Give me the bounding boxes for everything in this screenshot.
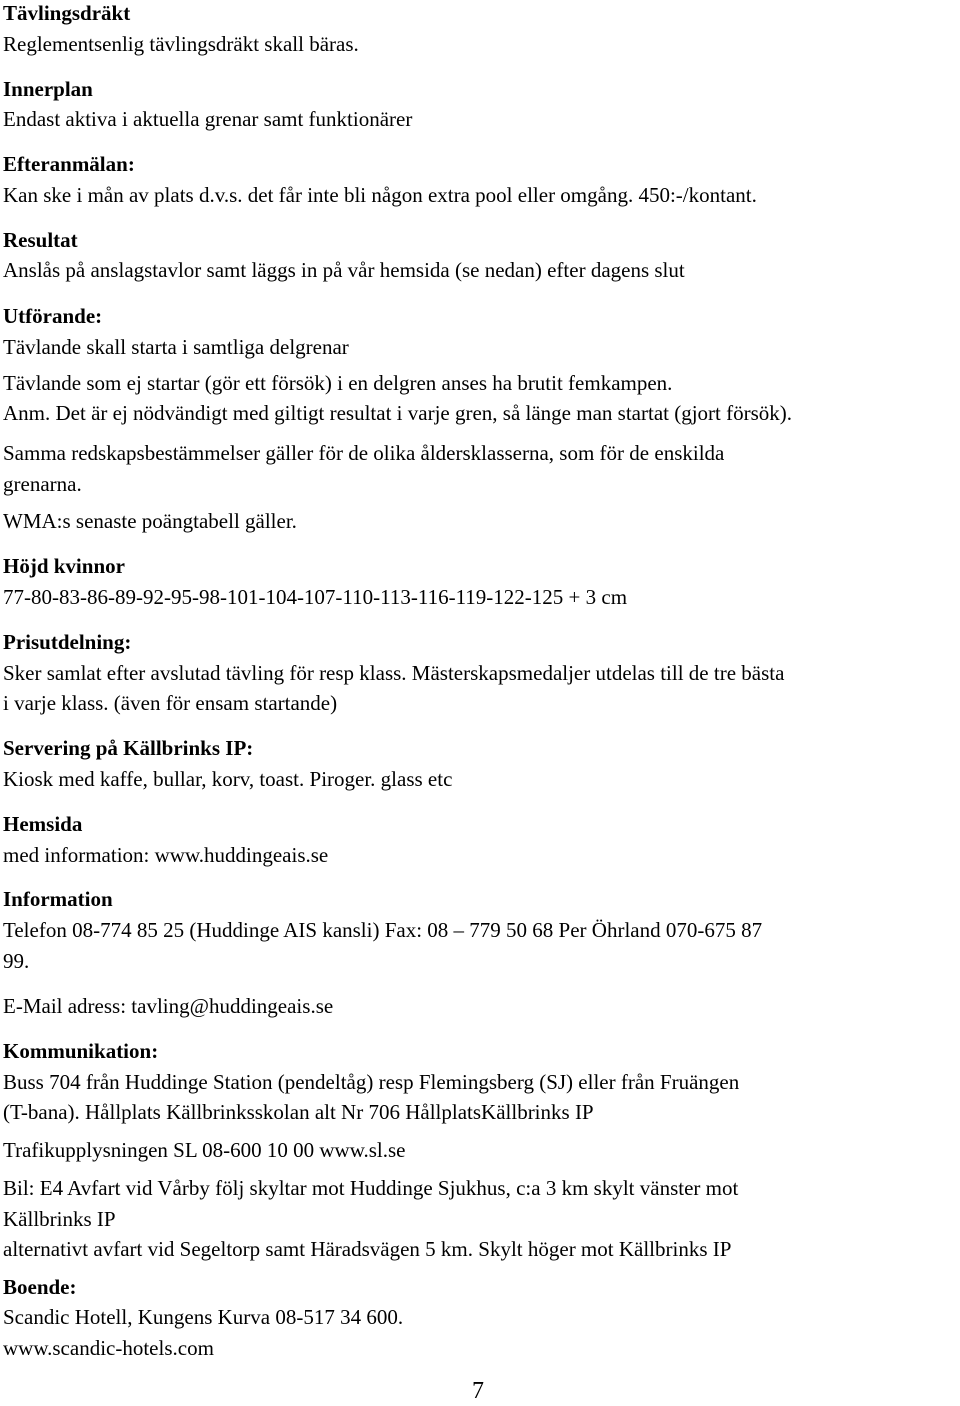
servering-text: Kiosk med kaffe, bullar, korv, toast. Piroger. glass etc	[3, 767, 453, 791]
kommunikation-line-1: Buss 704 från Huddinge Station (pendeltåg) resp Flemingsberg (SJ) eller från Fruängen	[3, 1070, 740, 1094]
hojd-kvinnor-heights: 77-80-83-86-89-92-95-98-101-104-107-110-113-116-119-122-125 + 3 cm	[3, 585, 628, 609]
utforande-line-4: Samma redskapsbestämmelser gäller för de olika åldersklasserna, som för de enskilda	[3, 441, 725, 465]
heading-servering: Servering på Källbrinks IP:	[3, 736, 254, 760]
utforande-line-6: WMA:s senaste poängtabell gäller.	[3, 509, 297, 533]
heading-boende: Boende:	[3, 1275, 77, 1299]
hemsida-text: med information: www.huddingeais.se	[3, 843, 329, 867]
kommunikation-line-6: alternativt avfart vid Segeltorp samt Häradsvägen 5 km. Skylt höger mot Källbrinks IP	[3, 1237, 732, 1261]
kommunikation-line-2: (T-bana). Hållplats Källbrinksskolan alt Nr 706 HållplatsKällbrinks IP	[3, 1100, 594, 1124]
heading-hojd-kvinnor: Höjd kvinnor	[3, 554, 125, 578]
heading-kommunikation: Kommunikation:	[3, 1039, 159, 1063]
innerplan-text: Endast aktiva i aktuella grenar samt funktionärer	[3, 107, 413, 131]
heading-utforande: Utförande:	[3, 304, 103, 328]
heading-prisutdelning: Prisutdelning:	[3, 630, 132, 654]
page-number: 7	[472, 1378, 484, 1404]
information-line-2: 99.	[3, 949, 30, 973]
heading-efteranmalan: Efteranmälan:	[3, 152, 135, 176]
heading-resultat: Resultat	[3, 228, 78, 252]
boende-line-2: www.scandic-hotels.com	[3, 1336, 214, 1360]
heading-innerplan: Innerplan	[3, 77, 93, 101]
prisutdelning-line-1: Sker samlat efter avslutad tävling för resp klass. Mästerskapsmedaljer utdelas till de tre bästa	[3, 661, 785, 685]
kommunikation-line-5: Källbrinks IP	[3, 1207, 116, 1231]
prisutdelning-line-2: i varje klass. (även för ensam startande)	[3, 691, 338, 715]
heading-tavlingsdrakt: Tävlingsdräkt	[3, 1, 131, 25]
heading-hemsida: Hemsida	[3, 812, 83, 836]
utforande-line-3: Anm. Det är ej nödvändigt med giltigt resultat i varje gren, så länge man startat (gjort försök).	[3, 401, 793, 425]
resultat-text: Anslås på anslagstavlor samt läggs in på vår hemsida (se nedan) efter dagens slut	[3, 258, 685, 282]
information-email: E-Mail adress: tavling@huddingeais.se	[3, 994, 334, 1018]
utforande-line-5: grenarna.	[3, 472, 82, 496]
utforande-line-2: Tävlande som ej startar (gör ett försök) i en delgren anses ha brutit femkampen.	[3, 371, 673, 395]
information-line-1: Telefon 08-774 85 25 (Huddinge AIS kansli) Fax: 08 – 779 50 68 Per Öhrland 070-675 87	[3, 918, 763, 942]
kommunikation-line-4: Bil: E4 Avfart vid Vårby följ skyltar mot Huddinge Sjukhus, c:a 3 km skylt vänster mot	[3, 1176, 739, 1200]
tavlingsdrakt-text: Reglementsenlig tävlingsdräkt skall bäras.	[3, 32, 359, 56]
kommunikation-line-3: Trafikupplysningen SL 08-600 10 00 www.sl.se	[3, 1138, 406, 1162]
utforande-line-1: Tävlande skall starta i samtliga delgrenar	[3, 335, 349, 359]
heading-information: Information	[3, 887, 113, 911]
efteranmalan-text: Kan ske i mån av plats d.v.s. det får inte bli någon extra pool eller omgång. 450:-/kontant.	[3, 183, 757, 207]
boende-line-1: Scandic Hotell, Kungens Kurva 08-517 34 600.	[3, 1305, 404, 1329]
